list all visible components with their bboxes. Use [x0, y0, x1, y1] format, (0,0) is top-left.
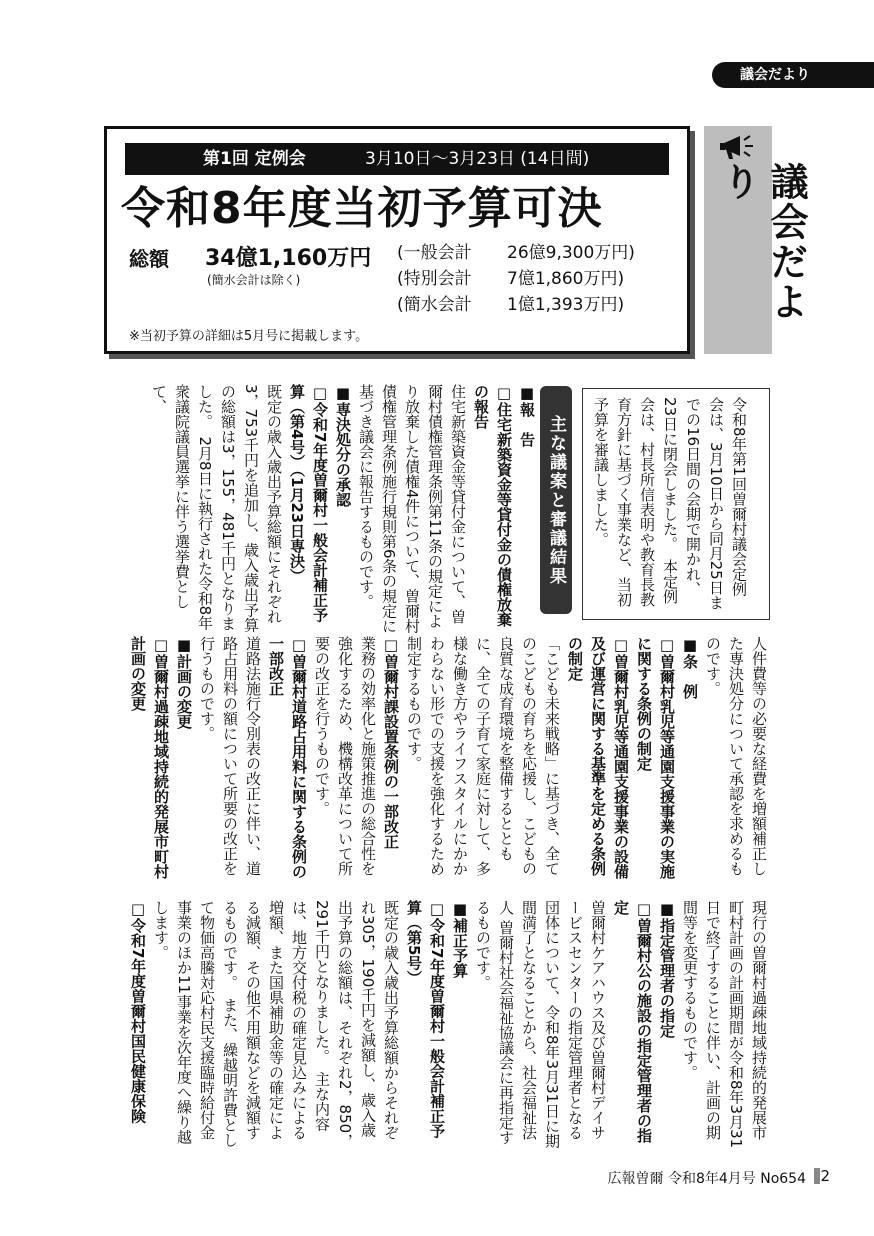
- total-value: 34億1,160万円: [205, 246, 372, 271]
- intro-box: [582, 388, 770, 620]
- item-title: □曽爾村公の施設の指定管理者の指定: [612, 900, 653, 1143]
- upper-text: [118, 384, 538, 634]
- subheading-tag: 主な議案と審議結果: [540, 386, 572, 614]
- item-body: 住宅新築資金等貸付金について、曽爾村債権管理条例第11条の規定により放棄した債権4件について、曽爾村債権管理条例施行規則第6条の規定に基づき議会に報告するものです。: [357, 384, 467, 634]
- title-box: [104, 126, 690, 354]
- lower-text: [102, 900, 770, 1150]
- headline: 令和8年度当初予算可決: [121, 183, 603, 234]
- detail-note: ※当初予算の詳細は5月号に掲載します。: [129, 329, 369, 344]
- item-body: 既定の歳入歳出予算総額からそれぞれ305，190千円を減額し、歳入歳出予算の総額は、それぞれ2，850，291千円となりました。 主な内容は、地方交付税の確定見込みによる増額、また国県補助金等の確定による減額、その他不用額などを減額するものです。 また、繰越明許費として物価高騰対応村民支援臨時給付金事業のほか11事業を次年度へ繰り越します。: [152, 900, 400, 1149]
- item-title: □曽爾村過疎地域持続的発展市町村計画の変更: [129, 636, 170, 879]
- footer-publication: 広報曽爾 令和8年4月号 No654: [607, 1171, 806, 1187]
- item-title: □曽爾村課設置条例の一部改正: [382, 636, 400, 849]
- section-tab: 議会だより: [712, 62, 874, 88]
- item-title: □曽爾村乳児等通園支援事業の実施に関する条例の制定: [635, 636, 676, 879]
- item-title: □曽爾村道路占用料に関する条例の一部改正: [267, 636, 308, 879]
- banner-title: 議会だより: [716, 162, 808, 322]
- account-general: (一般会計 26億9,300万円): [397, 243, 635, 263]
- heading-jorei: ■条 例: [681, 636, 699, 699]
- item-title: □令和7年度曽爾村国民健康保険: [129, 900, 147, 1124]
- item-body: 業務の効率化と施策推進の総合性を強化するため、機構改革について所要の改正を行うものです。: [313, 636, 377, 876]
- footer-divider: [814, 1168, 820, 1184]
- item-body: 現行の曽爾村過疎地域持続的発展市町村計画の計画期間が令和8年3月31日で終了することに伴い、計画の期間等を変更するものです。: [681, 900, 768, 1149]
- heading-hosei: ■補正予算: [451, 900, 469, 978]
- total-note: (簡水会計は除く): [207, 273, 301, 287]
- session-label: 第1回 定例会: [203, 149, 306, 169]
- total-label: 総額: [129, 247, 169, 271]
- item-body: 曽爾村ケアハウス及び曽爾村デイサービスセンターの指定管理者となる団体について、令和8年3月31日に期間満了となることから、社会福祉法人 曽爾村社会福祉協議会に再指定するものです。: [474, 900, 607, 1149]
- heading-shitei: ■指定管理者の指定: [658, 900, 676, 1038]
- account-special: (特別会計 7億1,860万円): [397, 269, 625, 289]
- item-body: 人件費等の必要な経費を増額補正した専決処分について承認を求めるものです。: [704, 636, 768, 876]
- intro-text: 令和8年第1回曽爾村議会定例会は、3月10日から同月25日までの16日間の会期で開かれ、23日に閉会しました。 本定例会は、村長所信表明や教育長教育方針に基づく事業など、当初予算を審議しました。: [592, 397, 748, 610]
- item-title: □令和7年度曽爾村一般会計補正予算（第4号）（1月23日専決）: [288, 384, 329, 623]
- item-title: □令和7年度曽爾村一般会計補正予算（第5号）: [405, 900, 446, 1139]
- item-body: 既定の歳入歳出予算総額にそれぞれ3，753千円を追加し、歳入歳出予算の総額は3，155，481千円となりました。 2月8日に執行された令和8年衆議院議員選挙に伴う選挙費として、: [150, 384, 283, 633]
- account-water: (簡水会計 1億1,393万円): [397, 295, 625, 315]
- middle-text: [102, 636, 770, 886]
- side-banner: [704, 126, 808, 354]
- item-title: □曽爾村乳児等通園支援事業の設備及び運営に関する基準を定める条例の制定: [566, 636, 630, 879]
- heading-keikaku: ■計画の変更: [175, 636, 193, 729]
- item-body: 道路法施行令別表の改正に伴い、道路占用料の額について所要の改正を行うものです。: [198, 636, 262, 876]
- megaphone-icon: [718, 132, 758, 166]
- heading-report: ■報 告: [518, 384, 536, 447]
- page-number: 2: [820, 1167, 830, 1185]
- session-period: 3月10日〜3月23日 (14日間): [365, 149, 590, 169]
- item-body: 「こども未来戦略」に基づき、全てのこどもの育ちを応援し、こどもの良質な成育環境を整備するとともに、全ての子育て家庭に対して、多様な働き方やライフスタイルにかかわらない形での支援を強化するため制定するものです。: [405, 636, 561, 876]
- item-title: □住宅新築資金等貸付金の債権放棄の報告: [472, 384, 513, 627]
- heading-senketsu: ■専決処分の承認: [334, 384, 352, 507]
- session-bar: [125, 143, 669, 175]
